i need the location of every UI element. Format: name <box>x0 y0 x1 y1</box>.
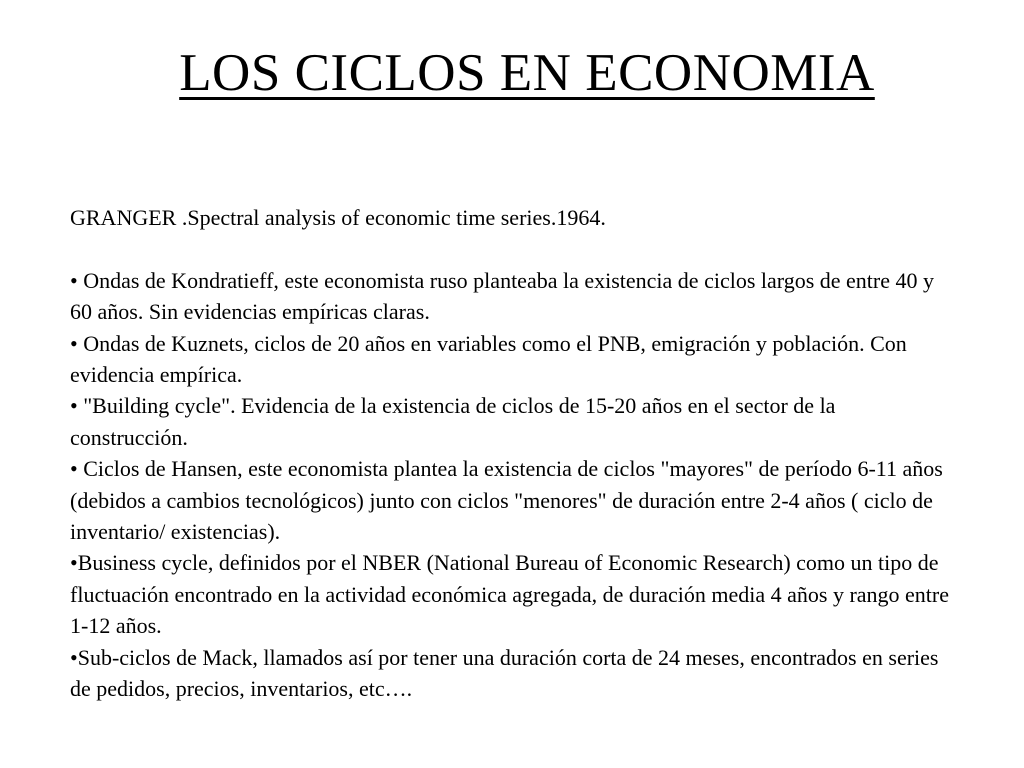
bullet-item-kondratieff: • Ondas de Kondratieff, este economista ruso planteaba la existencia de ciclos largos de entre 40 y 60 años. Sin evidencias empíricas claras. <box>70 267 934 325</box>
reference-line: GRANGER .Spectral analysis of economic time series.1964. <box>70 205 606 230</box>
bullet-item-hansen: • Ciclos de Hansen, este economista plantea la existencia de ciclos "mayores" de período 6-11 años (debidos a cambios tecnológicos) junto con ciclos "menores" de duración entre 2-4 años ( ciclo de inventario/ existencias). <box>70 456 943 545</box>
slide-title: LOS CICLOS EN ECONOMIA <box>179 44 875 102</box>
slide-body <box>70 202 950 704</box>
bullet-item-kuznets: • Ondas de Kuznets, ciclos de 20 años en variables como el PNB, emigración y población. Con evidencia empírica. <box>70 330 907 388</box>
bullet-item-building-cycle: • "Building cycle". Evidencia de la existencia de ciclos de 15-20 años en el sector de la construcción. <box>70 393 836 450</box>
bullet-item-business-cycle: •Business cycle, definidos por el NBER (National Bureau of Economic Research) como un tipo de fluctuación encontrado en la actividad económica agregada, de duración media 4 años y rango entre 1-12 años. <box>70 550 950 639</box>
bullet-list <box>70 265 950 705</box>
bullet-item-mack: •Sub-ciclos de Mack, llamados así por tener una duración corta de 24 meses, encontrados en series de pedidos, precios, inventarios, etc…. <box>70 644 939 702</box>
